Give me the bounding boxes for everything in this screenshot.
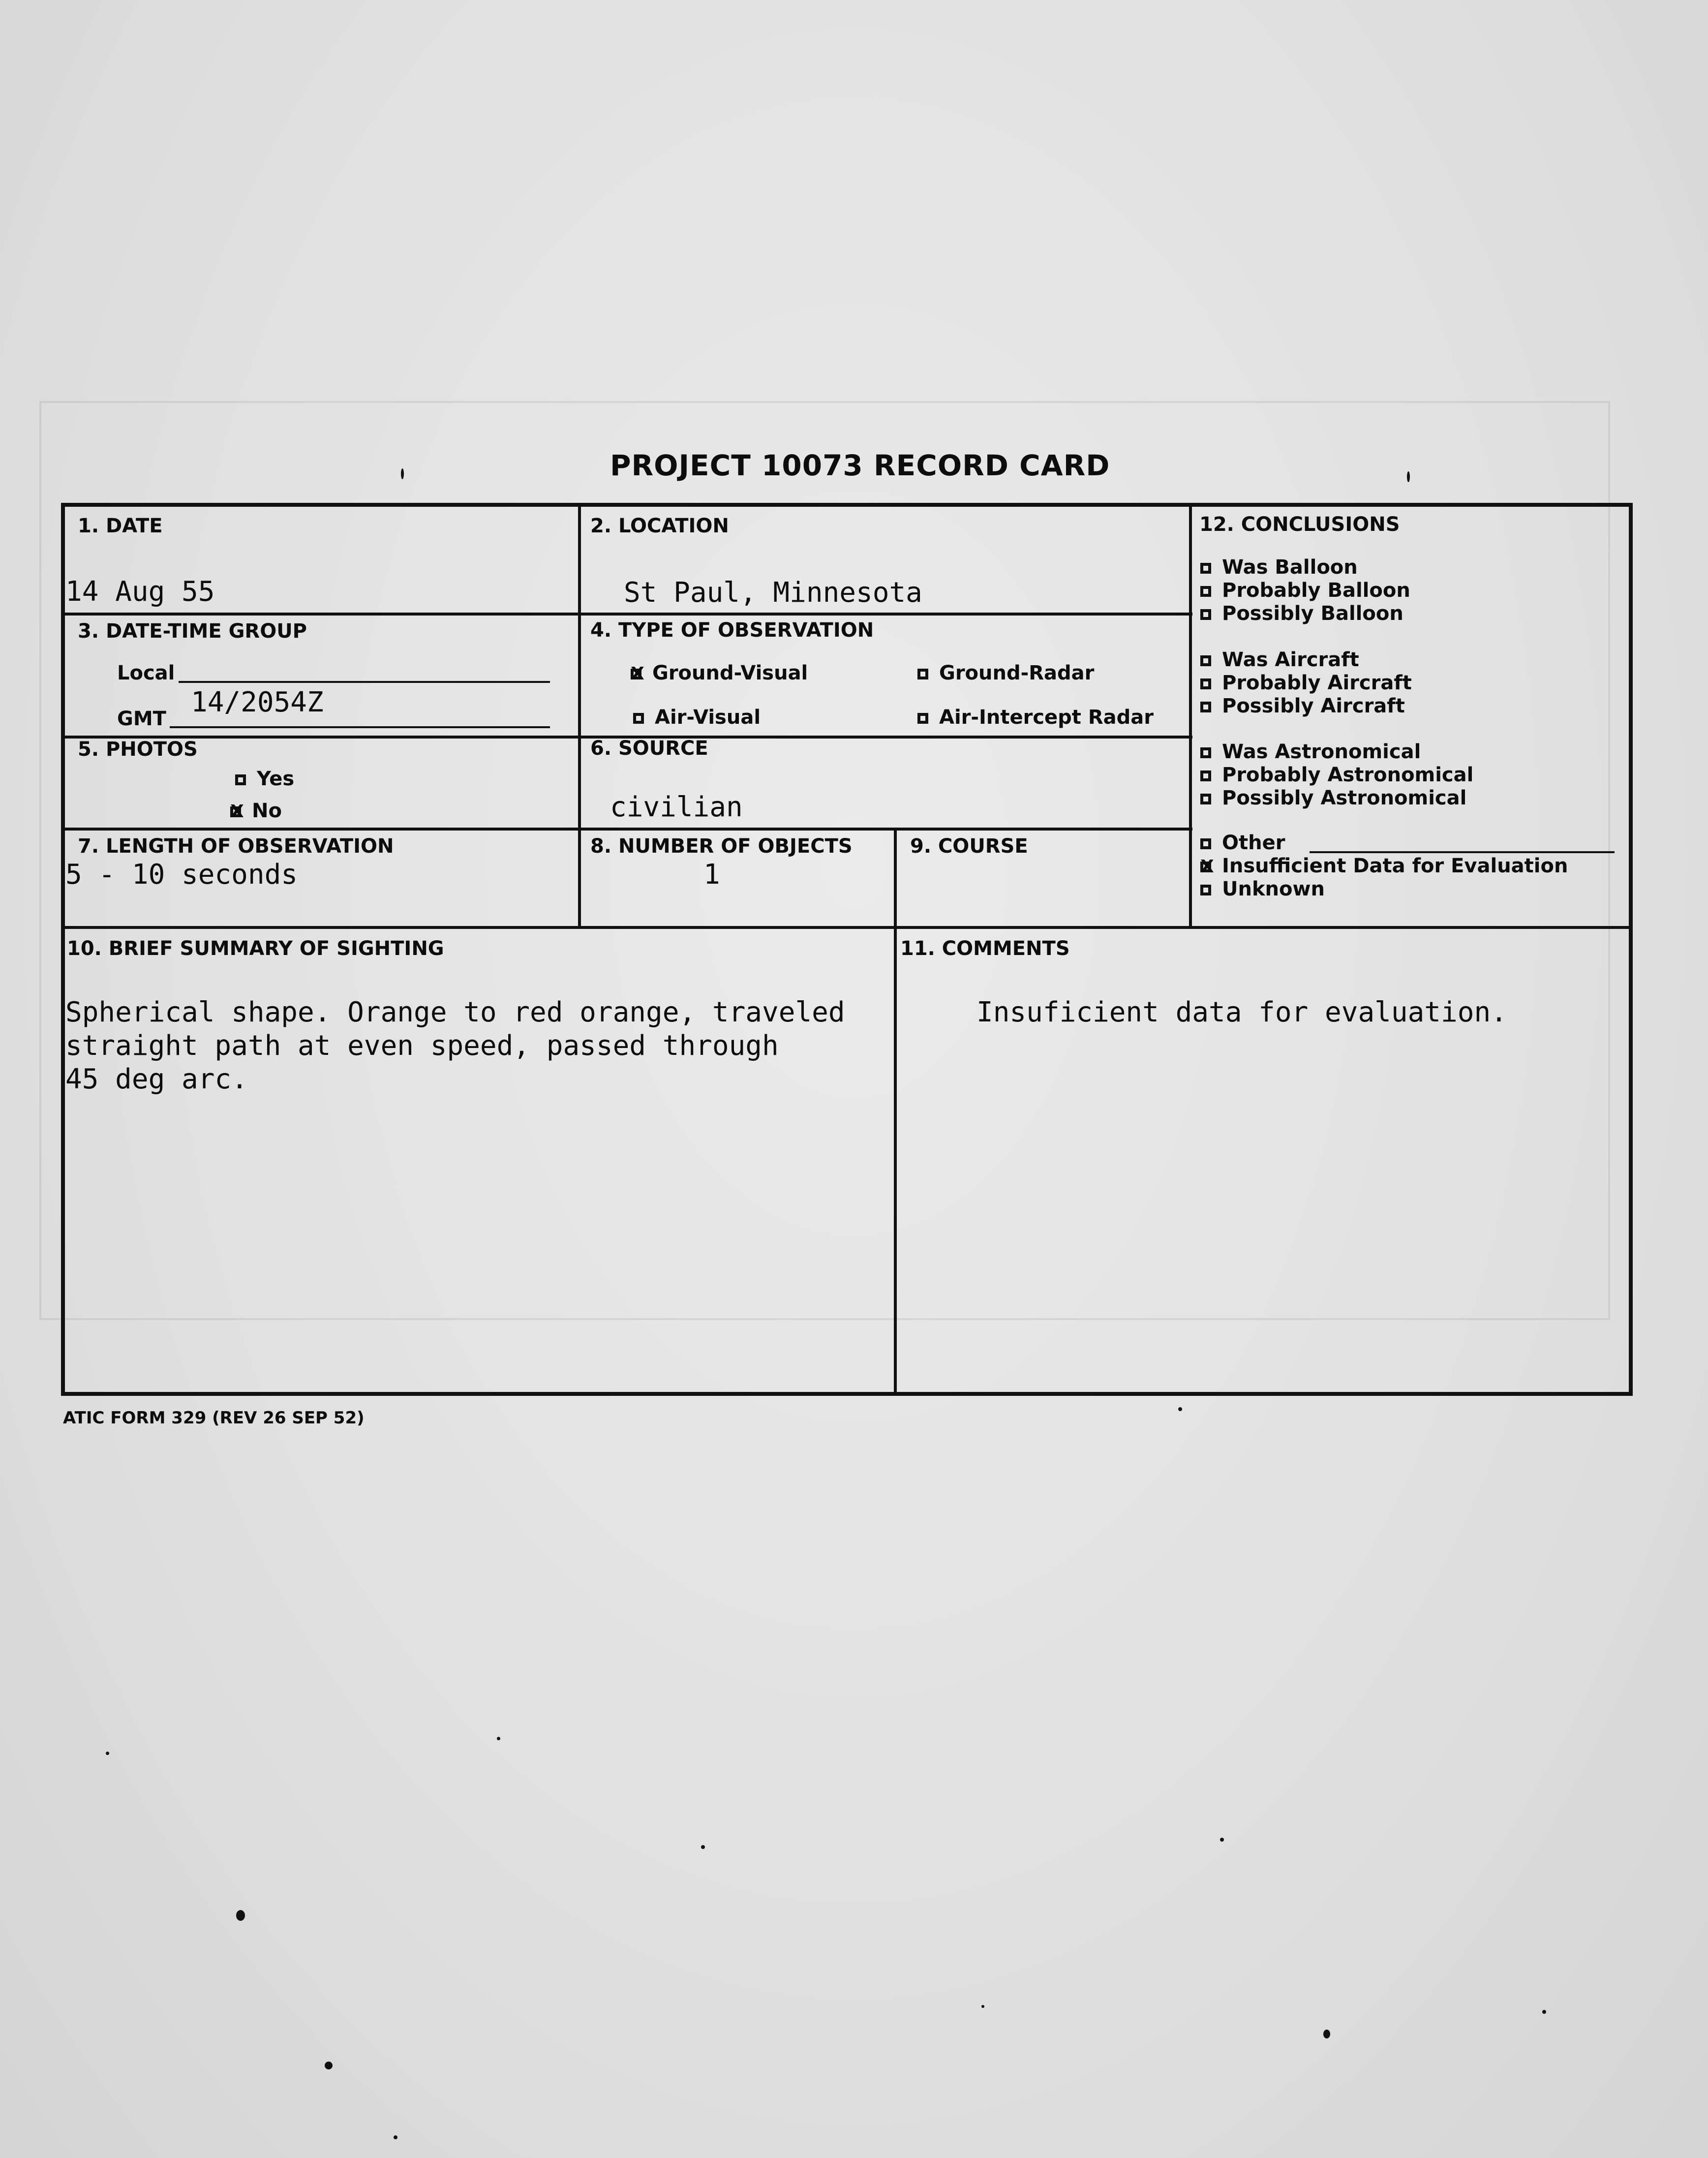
summary-line: straight path at even speed, passed through bbox=[65, 1030, 779, 1062]
film-speck bbox=[1178, 1407, 1182, 1411]
film-speck bbox=[1220, 1838, 1224, 1842]
checkbox-icon bbox=[1200, 563, 1211, 574]
date-label: 1. DATE bbox=[78, 515, 163, 537]
divider bbox=[894, 828, 897, 1396]
summary-line: 45 deg arc. bbox=[65, 1063, 248, 1095]
checkbox-icon bbox=[1200, 885, 1211, 895]
checkbox-icon bbox=[917, 669, 928, 679]
film-speck bbox=[401, 468, 404, 479]
option-photos-yes: Yes bbox=[235, 768, 294, 790]
num-objects-label: 8. NUMBER OF OBJECTS bbox=[590, 835, 853, 858]
length-value: 5 - 10 seconds bbox=[65, 859, 298, 891]
checkbox-icon bbox=[1200, 794, 1211, 804]
conclusion-option: Probably Balloon bbox=[1200, 579, 1410, 602]
checkbox-checked-icon bbox=[631, 669, 641, 679]
film-speck bbox=[701, 1845, 705, 1849]
course-label: 9. COURSE bbox=[910, 835, 1028, 858]
checkbox-icon bbox=[1200, 609, 1211, 620]
option-air-intercept-radar: Air-Intercept Radar bbox=[917, 706, 1154, 729]
comments-label: 11. COMMENTS bbox=[900, 937, 1070, 960]
num-objects-value: 1 bbox=[703, 859, 720, 891]
location-label: 2. LOCATION bbox=[590, 515, 729, 537]
checkbox-icon bbox=[917, 713, 928, 724]
checkbox-icon bbox=[1200, 771, 1211, 781]
local-label: Local bbox=[117, 662, 175, 684]
film-speck bbox=[1542, 2010, 1546, 2014]
datetime-group-label: 3. DATE-TIME GROUP bbox=[78, 620, 307, 643]
checkbox-icon bbox=[1200, 747, 1211, 758]
summary-line: Spherical shape. Orange to red orange, traveled bbox=[65, 996, 845, 1028]
local-line bbox=[179, 681, 550, 683]
observation-type-label: 4. TYPE OF OBSERVATION bbox=[590, 619, 874, 642]
location-value: St Paul, Minnesota bbox=[624, 577, 922, 609]
divider bbox=[61, 828, 1192, 831]
conclusion-option: Was Aircraft bbox=[1200, 648, 1359, 671]
conclusion-option: Possibly Astronomical bbox=[1200, 787, 1466, 809]
checkbox-icon bbox=[235, 774, 246, 785]
conclusion-option: Unknown bbox=[1200, 878, 1325, 900]
conclusions-label: 12. CONCLUSIONS bbox=[1199, 513, 1400, 536]
film-speck bbox=[981, 2005, 984, 2008]
film-speck bbox=[394, 2135, 397, 2139]
source-label: 6. SOURCE bbox=[590, 737, 708, 760]
conclusion-option: Probably Astronomical bbox=[1200, 764, 1473, 786]
film-speck bbox=[1407, 471, 1410, 482]
option-ground-radar: Ground-Radar bbox=[917, 662, 1094, 684]
option-photos-no: XNo bbox=[230, 800, 282, 822]
date-value: 14 Aug 55 bbox=[65, 576, 215, 608]
film-speck bbox=[236, 1910, 245, 1921]
film-speck bbox=[106, 1752, 109, 1755]
conclusion-option-insufficient: XInsufficient Data for Evaluation bbox=[1200, 855, 1568, 877]
conclusion-option: Probably Aircraft bbox=[1200, 672, 1412, 694]
conclusion-option: Possibly Balloon bbox=[1200, 602, 1403, 625]
divider bbox=[1189, 503, 1192, 926]
comments-value: Insuficient data for evaluation. bbox=[976, 996, 1507, 1028]
form-id: ATIC FORM 329 (REV 26 SEP 52) bbox=[63, 1408, 365, 1428]
option-ground-visual: XGround-Visual bbox=[631, 662, 808, 684]
divider bbox=[61, 926, 1633, 929]
checkbox-icon bbox=[1200, 838, 1211, 849]
length-label: 7. LENGTH OF OBSERVATION bbox=[78, 835, 394, 858]
conclusion-option-other: Other bbox=[1200, 832, 1285, 854]
card-title: PROJECT 10073 RECORD CARD bbox=[610, 449, 1110, 482]
checkbox-icon bbox=[633, 713, 644, 724]
gmt-value: 14/2054Z bbox=[191, 686, 324, 718]
film-speck bbox=[497, 1737, 500, 1740]
conclusion-option: Was Balloon bbox=[1200, 556, 1358, 579]
conclusion-option: Was Astronomical bbox=[1200, 740, 1421, 763]
film-speck bbox=[325, 2062, 333, 2069]
option-air-visual: Air-Visual bbox=[633, 706, 761, 729]
divider bbox=[578, 503, 581, 926]
photos-label: 5. PHOTOS bbox=[78, 738, 198, 761]
checkbox-icon bbox=[1200, 655, 1211, 666]
film-speck bbox=[1323, 2030, 1330, 2038]
checkbox-icon bbox=[1200, 678, 1211, 689]
gmt-label: GMT bbox=[117, 708, 166, 730]
checkbox-icon bbox=[1200, 586, 1211, 597]
checkbox-checked-icon bbox=[1200, 862, 1211, 872]
checkbox-checked-icon bbox=[230, 806, 241, 817]
divider bbox=[61, 613, 1192, 616]
source-value: civilian bbox=[610, 791, 743, 823]
conclusion-option: Possibly Aircraft bbox=[1200, 695, 1405, 717]
gmt-line bbox=[170, 726, 550, 728]
other-line bbox=[1310, 851, 1615, 853]
checkbox-icon bbox=[1200, 702, 1211, 712]
summary-label: 10. BRIEF SUMMARY OF SIGHTING bbox=[67, 937, 444, 960]
